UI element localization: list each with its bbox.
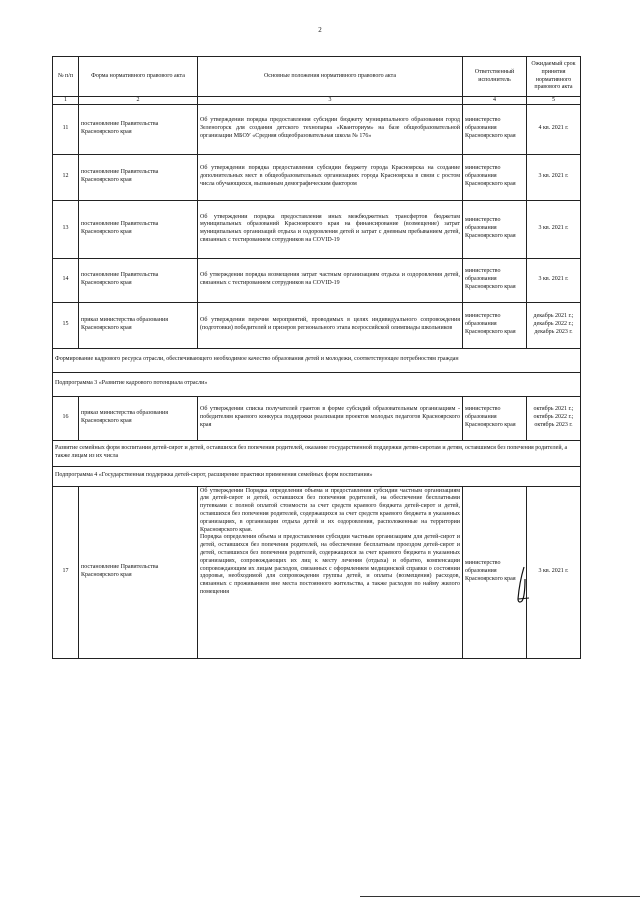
row-form: приказ министерства образования Красноярского края bbox=[79, 396, 198, 440]
column-number: 5 bbox=[527, 97, 581, 105]
row-term: 3 кв. 2021 г. bbox=[527, 154, 581, 200]
column-number: 4 bbox=[463, 97, 527, 105]
header-form: Форма нормативного правового акта bbox=[79, 57, 198, 97]
column-number: 2 bbox=[79, 97, 198, 105]
row-num: 12 bbox=[53, 154, 79, 200]
section-heading: Развитие семейных форм воспитания детей-сирот и детей, оставшихся без попечения родителей, оказание государственной поддержки детям-сиротам и детям, оставшимся без попечения родителей, а также лицам из их числа bbox=[53, 440, 581, 466]
signature-mark bbox=[512, 565, 534, 605]
term-line: декабрь 2021 г.; bbox=[533, 313, 574, 320]
legal-acts-table bbox=[52, 56, 581, 659]
row-content: Об утверждении перечня мероприятий, проводимых в целях индивидуального сопровождения (подготовки) победителей и призеров регионального этапа всероссийской олимпиады школьников bbox=[198, 302, 463, 348]
section-row bbox=[53, 440, 581, 466]
section-heading: Формирование кадрового ресурса отрасли, обеспечивающего необходимое качество образования детей и молодежи, соответствующее потребностям граждан bbox=[53, 348, 581, 372]
page-number: 2 bbox=[318, 26, 322, 34]
row-term: 4 кв. 2021 г. bbox=[527, 104, 581, 154]
row-num: 13 bbox=[53, 200, 79, 258]
row-content: Об утверждении списка получателей грантов в форме субсидий образовательным организациям - победителям краевого конкурса поддержки реализации проектов молодых педагогов Красноярского края bbox=[198, 396, 463, 440]
subprogram-row bbox=[53, 372, 581, 396]
column-number: 1 bbox=[53, 97, 79, 105]
header-term: Ожидаемый срок принятия нормативного правового акта bbox=[527, 57, 581, 97]
content-paragraph: Об утверждении Порядка определения объема и предоставления субсидии частным организациям для детей-сирот и детей, оставшихся без попечения родителей, на обеспечение бесплатными путевками с полной оплатой стоимости за счет средств краевого бюджета детей-сирот и детей, оставшихся без попечения родителей, содержащихся за счет средств краевого бюджета в указанных организациях, в организации отдыха детей и их оздоровления, расположенные на территории Красноярского края. bbox=[200, 487, 460, 533]
term-line: декабрь 2022 г.; bbox=[533, 321, 574, 328]
row-term: 3 кв. 2021 г. bbox=[527, 200, 581, 258]
row-term: 3 кв. 2021 г. bbox=[527, 258, 581, 302]
row-executor: министерство образования Красноярского края bbox=[463, 154, 527, 200]
table-row bbox=[53, 486, 581, 658]
row-num: 14 bbox=[53, 258, 79, 302]
footer-rule bbox=[360, 896, 640, 897]
row-term: 3 кв. 2021 г. bbox=[527, 486, 581, 658]
content-paragraph: Порядка определения объема и предоставления субсидии частным организациям для детей-сирот и детей, оставшихся без попечения родителей, на обеспечение бесплатным проездом детей-сирот и детей, оставшихся без попечения родителей, содержащихся за счет краевого бюджета в указанных организациях, сопровождающих их лиц к месту лечения (отдыха) и обратно, компенсации сопровождающим их лицам расходов, связанных с оформлением медицинской справки о состоянии здоровья, необходимой для сопровождения группы детей, и оплаты (возмещения) расходов, связанных с проживанием вне места постоянного жительства, а также расходов по найму жилого помещения bbox=[200, 534, 460, 595]
row-form: постановление Правительства Красноярского края bbox=[79, 104, 198, 154]
table-row bbox=[53, 302, 581, 348]
row-content: Об утверждении порядка предоставления субсидии бюджету муниципального образования город Зеленогорск для создания детского технопарка «Кванториум» на базе общеобразовательной организации МБОУ «Средняя общеобразовательная школа № 176» bbox=[198, 104, 463, 154]
term-line: декабрь 2023 г. bbox=[534, 328, 573, 335]
row-num: 15 bbox=[53, 302, 79, 348]
row-content bbox=[198, 486, 463, 658]
row-content: Об утверждении порядка предоставления иных межбюджетных трансфертов бюджетам муниципальных образований Красноярского края на финансирование (возмещение) затрат муниципальных организаций отдыха и оздоровления детей и затрат с дневным пребыванием детей, связанных с тестированием сотрудников на COVID-19 bbox=[198, 200, 463, 258]
row-form: постановление Правительства Красноярского края bbox=[79, 154, 198, 200]
row-executor: министерство образования Красноярского края bbox=[463, 258, 527, 302]
row-num: 16 bbox=[53, 396, 79, 440]
column-number: 3 bbox=[198, 97, 463, 105]
row-executor: министерство образования Красноярского края bbox=[463, 104, 527, 154]
row-term bbox=[527, 302, 581, 348]
row-content: Об утверждении порядка предоставления субсидии бюджету города Красноярска на создание дополнительных мест в общеобразовательных организациях города Красноярска в связи с ростом числа обучающихся, вызванным демографическим фактором bbox=[198, 154, 463, 200]
term-line: октябрь 2021 г.; bbox=[533, 406, 574, 413]
row-executor: министерство образования Красноярского края bbox=[463, 302, 527, 348]
row-executor: министерство образования Красноярского края bbox=[463, 486, 527, 658]
row-form: постановление Правительства Красноярского края bbox=[79, 200, 198, 258]
header-executor: Ответственный исполнитель bbox=[463, 57, 527, 97]
row-content: Об утверждении порядка возмещения затрат частным организациям отдыха и оздоровления детей, связанных с тестированием сотрудников на COVID-19 bbox=[198, 258, 463, 302]
header-num: № п/п bbox=[53, 57, 79, 97]
row-form: приказ министерства образования Красноярского края bbox=[79, 302, 198, 348]
table-row bbox=[53, 154, 581, 200]
row-form: постановление Правительства Красноярского края bbox=[79, 258, 198, 302]
row-num: 17 bbox=[53, 486, 79, 658]
row-executor: министерство образования Красноярского края bbox=[463, 200, 527, 258]
row-num: 11 bbox=[53, 104, 79, 154]
subprogram-heading: Подпрограмма 3 «Развитие кадрового потенциала отрасли» bbox=[53, 372, 581, 396]
term-line: октябрь 2023 г. bbox=[534, 421, 573, 428]
term-line: октябрь 2022 г.; bbox=[533, 414, 574, 421]
table-row bbox=[53, 104, 581, 154]
table-row bbox=[53, 200, 581, 258]
table-row bbox=[53, 396, 581, 440]
subprogram-row bbox=[53, 466, 581, 486]
row-term bbox=[527, 396, 581, 440]
row-form: постановление Правительства Красноярского края bbox=[79, 486, 198, 658]
column-numbers-row bbox=[53, 97, 581, 105]
subprogram-heading: Подпрограмма 4 «Государственная поддержка детей-сирот, расширение практики применения семейных форм воспитания» bbox=[53, 466, 581, 486]
table-row bbox=[53, 258, 581, 302]
row-executor: министерство образования Красноярского края bbox=[463, 396, 527, 440]
header-content: Основные положения нормативного правового акта bbox=[198, 57, 463, 97]
section-row bbox=[53, 348, 581, 372]
table-header-row bbox=[53, 57, 581, 97]
